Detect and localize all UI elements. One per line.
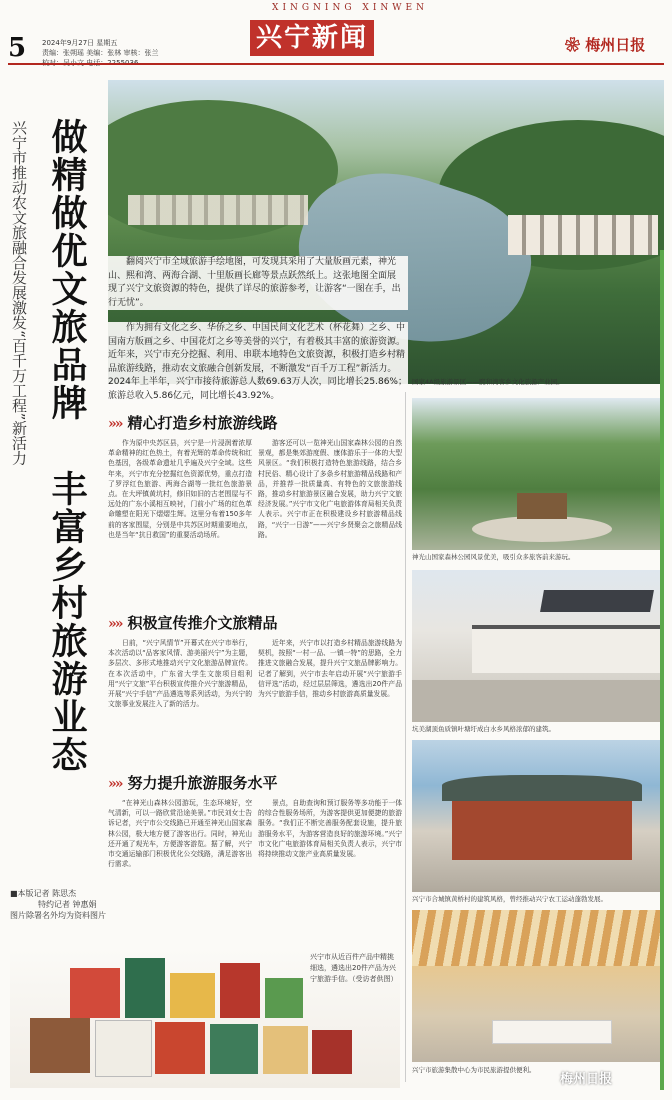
product-box	[30, 1018, 90, 1073]
byline-photo-credit: 图片除署名外均为资料图片	[10, 911, 106, 920]
photo-roof	[540, 590, 654, 612]
lead-paragraph-1: 翻阅兴宁市全域旅游手绘地图，可发现其采用了大量版画元素，神光山、熙和湾、两海合湖、十里版画长廊等景点跃然纸上。这张地图全面展现了兴宁文旅资源的特色，提供了详尽的旅游参考，让游客“一图在手，出行无忧”。	[108, 256, 408, 310]
product-box	[210, 1024, 258, 1074]
section-2-col-2: 近年来，兴宁市以打造乡村精品旅游线路为契机，按照“一村一品、一镇一特”的思路，全力推进文旅融合发展，提升兴宁文旅品牌影响力。记者了解到，兴宁市去年启动开展“兴宁旅游手信评选”活动，经过层层筛选，遴选出20件产品为兴宁旅游手信，推动乡村旅游高质量发展。	[258, 639, 402, 699]
section-title-2: 积极宣传推介文旅精品	[127, 614, 278, 632]
caption-souvenir-products: 兴宁市从近百件产品中精挑细选，遴选出20件产品为兴宁旅游手信。（受访者供图）	[310, 953, 398, 983]
photo-gate	[517, 493, 567, 519]
meta-date: 2024年9月27日 星期五	[42, 39, 118, 47]
section-title: 兴宁新闻	[250, 20, 374, 56]
photo-tourism-center	[412, 910, 664, 1062]
photo-ceiling	[412, 910, 664, 966]
page-edge-bar	[660, 250, 664, 1090]
product-box	[155, 1022, 205, 1074]
section-3-col-2: 景点，自助查询和预订服务等多功能于一体的综合性服务场所，为游客提供更加便捷的旅游服务。“我们正不断完善服务配套设施，提升旅游服务水平，为游客营造良好的旅游环境。”兴宁市文化广电旅游体育局相关负责人表示，兴宁市将持续推动文旅产业高质量发展。	[258, 799, 402, 859]
photo-hall	[452, 800, 632, 860]
byline	[10, 888, 110, 921]
section-3-col-1: “在神光山森林公园游玩，生态环境好，空气清新，可以一路欣赏沿途美景。”市民刘女士告诉记者，兴宁市公交线路已开通至神光山国家森林公园，极大地方便了游客出行。同时，神光山还开通了观光车，方便游客游览。据了解，兴宁市交通运输部门积极优化公交线路，满足游客出行需求。	[108, 799, 252, 869]
section-1-col-2: 游客还可以一览神光山国家森林公园的自然景观，都是集郊游度假、康体游乐于一体的大型风景区。“我们积极打造特色旅游线路，结合乡村民俗、精心设计了多条乡村旅游精品线路和产品，并推荐一批质量高、有特色的文旅旅游线路，推动乡村旅游景区融合发展，助力兴宁文旅经济发展。”兴宁市文化广电旅游体育局相关负责人表示。兴宁市正在积极建设乡村旅游精品线路，“兴宁一日游”——兴宁乡贤聚会之旅精品线路。	[258, 439, 402, 539]
page-number: 5	[8, 33, 27, 63]
photo-hall-roof	[442, 775, 642, 801]
product-box	[265, 978, 303, 1018]
paper-logo	[565, 34, 645, 55]
hero-buildings	[508, 215, 658, 255]
product-box	[70, 968, 120, 1018]
product-box	[170, 973, 215, 1018]
watermark: 梅州日报	[560, 1072, 613, 1087]
section-heading-1	[108, 412, 398, 433]
subheadline: 兴宁市推动农文旅融合发展激发“百千万工程”新活力	[10, 120, 28, 466]
chevron-icon: »»	[108, 776, 122, 792]
masthead-rule	[8, 63, 664, 65]
section-heading-3	[108, 772, 398, 793]
section-title-3: 努力提升旅游服务水平	[127, 774, 278, 792]
photo-service-desk	[492, 1020, 612, 1044]
byline-reporter: ■本版记者 陈思杰	[10, 889, 77, 898]
headline-main-1: 做精做优文旅品牌	[46, 118, 88, 422]
photo-road	[412, 680, 664, 722]
photo-plaza	[472, 516, 612, 542]
caption-tourism-center: 兴宁市旅游集散中心为市民旅游提供便利。	[412, 1066, 536, 1074]
product-box	[312, 1030, 352, 1074]
section-heading-2	[108, 612, 398, 633]
section-2-col-1: 日前，“兴宁风情节”开幕式在兴宁市举行，本次活动以“品客家风情、游美丽兴宁”为主题，多层次、多形式地推动兴宁文化旅游品牌宣传。在本次活动中，广东省大学生文旅项目组利用“兴宁文旅”平台积极宣传推介兴宁旅游精品，开展“兴宁手信”产品遴选等系列活动，为兴宁的文旅事业发展注入了新的活力。	[108, 639, 252, 709]
product-box	[95, 1020, 152, 1077]
product-box	[125, 958, 165, 1018]
caption-forest-park: 神光山国家森林公园风景优美，吸引众多旅客前来游玩。	[412, 553, 575, 561]
column-divider	[405, 392, 406, 1082]
section-title-1: 精心打造乡村旅游线路	[127, 414, 278, 432]
photo-ancestral-hall	[412, 740, 664, 892]
logo-flower-icon: ❀	[565, 36, 581, 54]
section-1-col-1: 作为原中央苏区县，兴宁是一片浸润着浓厚革命精神的红色热土，有着光辉的革命传统和红色基因，各级革命遗址几乎遍及兴宁全域。这些年来，兴宁市充分挖掘红色资源优势，重点打造了罗浮红色旅游、两海合湖等一批红色旅游景点。在大坪镇黄坑村，修旧如旧的古老围屋与不远处的广东小溪相互映衬，门前小广场的红色革命雕塑在阳光下熠熠生辉。这里分布着150多年前的客家围屋，分别是中共苏区时期重要地点，也是当年“抗日救国”的重要活动场所。	[108, 439, 252, 539]
paper-name: 梅州日报	[585, 36, 646, 54]
chevron-icon: »»	[108, 616, 122, 632]
headline-main-2: 丰富乡村旅游业态	[46, 470, 88, 774]
product-box	[220, 963, 260, 1018]
chevron-icon: »»	[108, 416, 122, 432]
meta-editors: 责编：张朔瑶 美编：张林 审核：张兰	[42, 49, 159, 57]
caption-ancestral-hall: 兴宁市合城镇黄桥村的建筑风格，曾经推动兴宁农工运动蓬勃发展。	[412, 895, 607, 903]
caption-village-building: 坑美湖顶鱼质镇叶塘圩成白水乡风格浓郁的建筑。	[412, 725, 555, 733]
hero-caption: 国家4A级旅游景区——熙和湾客乡文化旅游产业园。	[412, 378, 564, 386]
masthead-pinyin: XINGNING XINWEN	[272, 3, 428, 13]
product-box	[263, 1026, 308, 1074]
photo-wall	[472, 625, 662, 673]
hero-village	[128, 195, 308, 225]
lead-paragraph-2: 作为拥有文化之乡、华侨之乡、中国民间文化艺术（杯花舞）之乡、中国南方版画之乡、中国花灯之乡等美誉的兴宁，有着极其丰富的旅游资源。近年来，兴宁市充分挖掘、利用、串联本地特色文旅资源，积极打造乡村精品旅游线路，推动农文旅融合创新发展，不断激发“百千万工程”新活力。2024年上半年，兴宁市接待旅游总人数69.63万人次，同比增长25.86%；旅游总收入5.86亿元，同比增长43.92%。	[108, 322, 408, 403]
byline-correspondent: 特约记者 钟惠娟	[38, 900, 97, 909]
photo-forest-park	[412, 398, 664, 550]
photo-village-building	[412, 570, 664, 722]
